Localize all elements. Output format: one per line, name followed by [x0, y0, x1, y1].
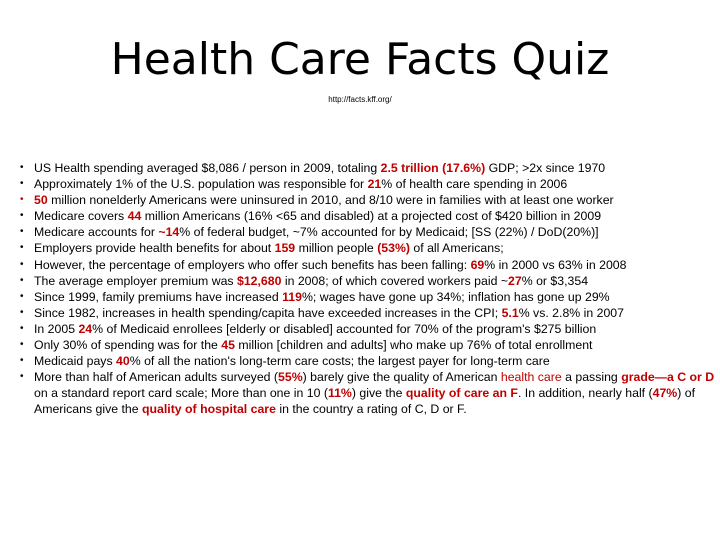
fact-text: % of all the nation's long-term care costs; the largest payer for long-term care: [129, 354, 550, 369]
slide-title: Health Care Facts Quiz: [110, 34, 610, 85]
fact-text: million [children and adults] who make up 76% of total enrollment: [234, 338, 593, 353]
source-url: http://facts.kff.org/: [328, 95, 392, 104]
highlight-text: 47%: [652, 386, 678, 401]
highlight-text: quality of hospital care: [142, 402, 276, 417]
bullet-dot-icon: •: [20, 178, 24, 190]
fact-text: More than half of American adults surveyed (: [34, 370, 279, 385]
fact-text: . In addition, nearly half (: [517, 386, 653, 401]
fact-text: % vs. 2.8% in 2007: [518, 305, 624, 320]
highlight-text: $12,680: [236, 273, 282, 288]
fact-text: Medicare accounts for: [34, 225, 159, 240]
fact-item: [20, 208, 716, 224]
highlight-text: 45: [221, 338, 235, 353]
fact-text: GDP; >2x since 1970: [485, 161, 606, 175]
fact-text: Medicare covers: [34, 209, 128, 224]
bullet-dot-icon: •: [20, 162, 24, 173]
fact-item: [20, 257, 716, 273]
highlight-text: 2.5 trillion (17.6%): [380, 161, 486, 175]
bullet-dot-icon: •: [20, 306, 24, 318]
bullet-dot-icon: •: [20, 290, 24, 302]
fact-item: [20, 176, 716, 192]
fact-text: on a standard report card scale; More than one in 10 (: [34, 386, 328, 401]
fact-text: % of federal budget, ~7% accounted for by Medicaid; [SS (22%) / DoD(20%)]: [179, 225, 599, 240]
fact-text: %; wages have gone up 34%; inflation has gone up 29%: [301, 289, 610, 304]
fact-text: However, the percentage of employers who offer such benefits has been falling:: [34, 257, 471, 272]
fact-text: % of Medicaid enrollees [elderly or disabled] accounted for 70% of the program's $275 billion: [92, 321, 597, 336]
fact-item: [20, 353, 716, 369]
bullet-dot-icon: •: [20, 274, 24, 286]
highlight-text: ~14: [158, 225, 180, 240]
fact-text: ) of Americans give the: [34, 386, 696, 417]
fact-item: [20, 369, 716, 417]
fact-list: [20, 160, 716, 418]
fact-text: in 2008; of which covered workers paid ~: [281, 273, 509, 288]
bullet-dot-icon: •: [20, 322, 24, 334]
fact-item: [20, 289, 716, 305]
fact-item: [20, 240, 716, 256]
bullet-dot-icon: •: [20, 226, 24, 238]
fact-text: in the country a rating of C, D or F.: [275, 402, 467, 417]
fact-text: Since 1982, increases in health spending/capita have exceeded increases in the CPI;: [34, 305, 502, 320]
highlight-text: 24: [78, 321, 93, 336]
highlight-text: 44: [127, 209, 142, 224]
fact-item: [20, 192, 716, 208]
fact-item: [20, 160, 716, 176]
highlight-text: 11%: [327, 386, 352, 401]
fact-text: ) barely give the quality of American: [302, 370, 501, 385]
fact-text: of all Americans;: [410, 241, 504, 256]
bullet-dot-icon: •: [20, 339, 24, 351]
highlight-text: 159: [274, 241, 296, 256]
fact-text: million nonelderly Americans were uninsured in 2010, and 8/10 were in families with at least one worker: [47, 193, 614, 208]
highlight-text: (53%): [377, 241, 410, 256]
fact-text: % in 2000 vs 63% in 2008: [484, 257, 627, 272]
bullet-dot-icon: •: [20, 194, 24, 206]
fact-text: Only 30% of spending was for the: [34, 338, 222, 353]
fact-text: million people: [295, 241, 378, 256]
fact-text: % of health care spending in 2006: [381, 177, 568, 192]
highlight-text: 40: [116, 354, 130, 369]
fact-text: Employers provide health benefits for about: [34, 241, 275, 256]
bullet-dot-icon: •: [20, 355, 24, 367]
fact-item: [20, 305, 716, 321]
highlight-text: 5.1: [501, 305, 519, 320]
bullet-dot-icon: •: [20, 210, 24, 222]
fact-text: Since 1999, family premiums have increased: [34, 289, 283, 304]
fact-item: [20, 321, 716, 337]
fact-text: million Americans (16% <65 and disabled) at a projected cost of $420 billion in 2009: [141, 209, 602, 224]
bullet-dot-icon: •: [20, 242, 24, 254]
fact-item: [20, 337, 716, 353]
highlight-text: grade—a C or D: [621, 370, 715, 385]
highlight-text: 55%: [278, 370, 303, 385]
bullet-dot-icon: •: [20, 258, 24, 270]
fact-text: ) give the: [351, 386, 406, 401]
fact-text: a passing: [561, 370, 622, 385]
fact-text: The average employer premium was: [34, 273, 237, 288]
highlight-text: quality of care an F: [405, 386, 518, 401]
highlight-text: 27: [508, 273, 522, 288]
highlight-text: 21: [367, 177, 382, 192]
fact-item: [20, 224, 716, 240]
fact-text: Medicaid pays: [34, 354, 117, 369]
highlight-text: 50: [34, 193, 48, 208]
highlight-text: 69: [470, 257, 485, 272]
bullet-dot-icon: •: [20, 371, 24, 383]
highlight-text: health care: [500, 370, 562, 385]
fact-item: [20, 273, 716, 289]
fact-text: US Health spending averaged $8,086 / person in 2009, totaling: [34, 161, 381, 175]
fact-text: Approximately 1% of the U.S. population was responsible for: [34, 177, 368, 192]
highlight-text: 119: [282, 289, 302, 304]
fact-text: % or $3,354: [521, 273, 589, 288]
fact-text: In 2005: [34, 321, 79, 336]
